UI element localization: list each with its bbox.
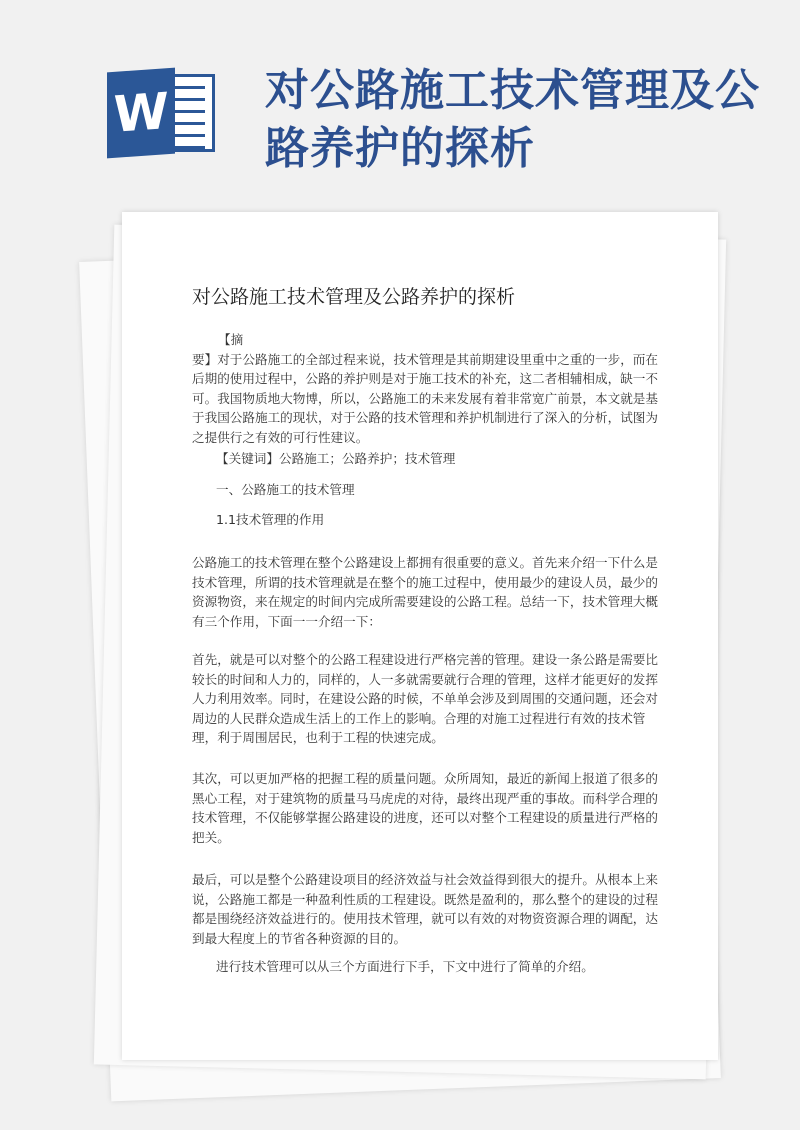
abstract-paragraph: 【摘 要】对于公路施工的全部过程来说，技术管理是其前期建设里重中之重的一步，而在后期的使用过程中，公路的养护则是对于施工技术的补充，这二者相辅相成，缺一不可。我国物质地大物博，所以，公路施工的未来发展有着非常宽广前景，本文就是基于我国公路施工的现状，对于公路的技术管理和养护机制进行了深入的分析，试图为之提供行之有效的可行性建议。 xyxy=(192,332,658,445)
body-paragraph: 其次，可以更加严格的把握工程的质量问题。众所周知，最近的新闻上报道了很多的黑心工程，对于建筑物的质量马马虎虎的对待，最终出现严重的事故。而科学合理的技术管理，不仅能够掌握公路建设的进度，还可以对整个工程建设的质量进行严格的把关。 xyxy=(192,771,658,845)
word-document-icon xyxy=(107,70,227,156)
document-page xyxy=(122,212,718,1060)
subsection-heading: 1.1技术管理的作用 xyxy=(216,512,325,527)
body-paragraph: 首先，就是可以对整个的公路工程建设进行严格完善的管理。建设一条公路是需要比较长的时间和人力的，同样的，人一多就需要就行合理的管理，这样才能更好的发挥人力利用效率。同时，在建设公路的时候，不单单会涉及到周围的交通问题，还会对周边的人民群众造成生活上的工作上的影响。合理的对施工过程进行有效的技术管理，利于周围居民，也利于工程的快速完成。 xyxy=(192,652,658,745)
body-paragraph: 进行技术管理可以从三个方面进行下手，下文中进行了简单的介绍。 xyxy=(216,959,594,974)
banner-title: 对公路施工技术管理及公路养护的探析 xyxy=(265,65,760,174)
body-paragraph: 最后，可以是整个公路建设项目的经济效益与社会效益得到很大的提升。从根本上来说，公路施工都是一种盈利性质的工程建设。既然是盈利的，那么整个的建设的过程都是围绕经济效益进行的。使用技术管理，就可以有效的对物资资源合理的调配，达到最大程度上的节省各种资源的目的。 xyxy=(192,872,658,946)
word-logo-badge: W xyxy=(107,68,175,159)
header-banner xyxy=(0,0,800,200)
body-paragraph: 公路施工的技术管理在整个公路建设上都拥有很重要的意义。首先来介绍一下什么是技术管理，所谓的技术管理就是在整个的施工过程中，使用最少的建设人员，最少的资源物资，来在规定的时间内完成所需要建设的公路工程。总结一下，技术管理大概有三个作用，下面一一介绍一下： xyxy=(192,555,658,629)
document-title: 对公路施工技术管理及公路养护的探析 xyxy=(192,286,516,308)
keywords-line: 【关键词】公路施工；公路养护；技术管理 xyxy=(216,451,456,466)
section-heading: 一、公路施工的技术管理 xyxy=(216,482,355,497)
